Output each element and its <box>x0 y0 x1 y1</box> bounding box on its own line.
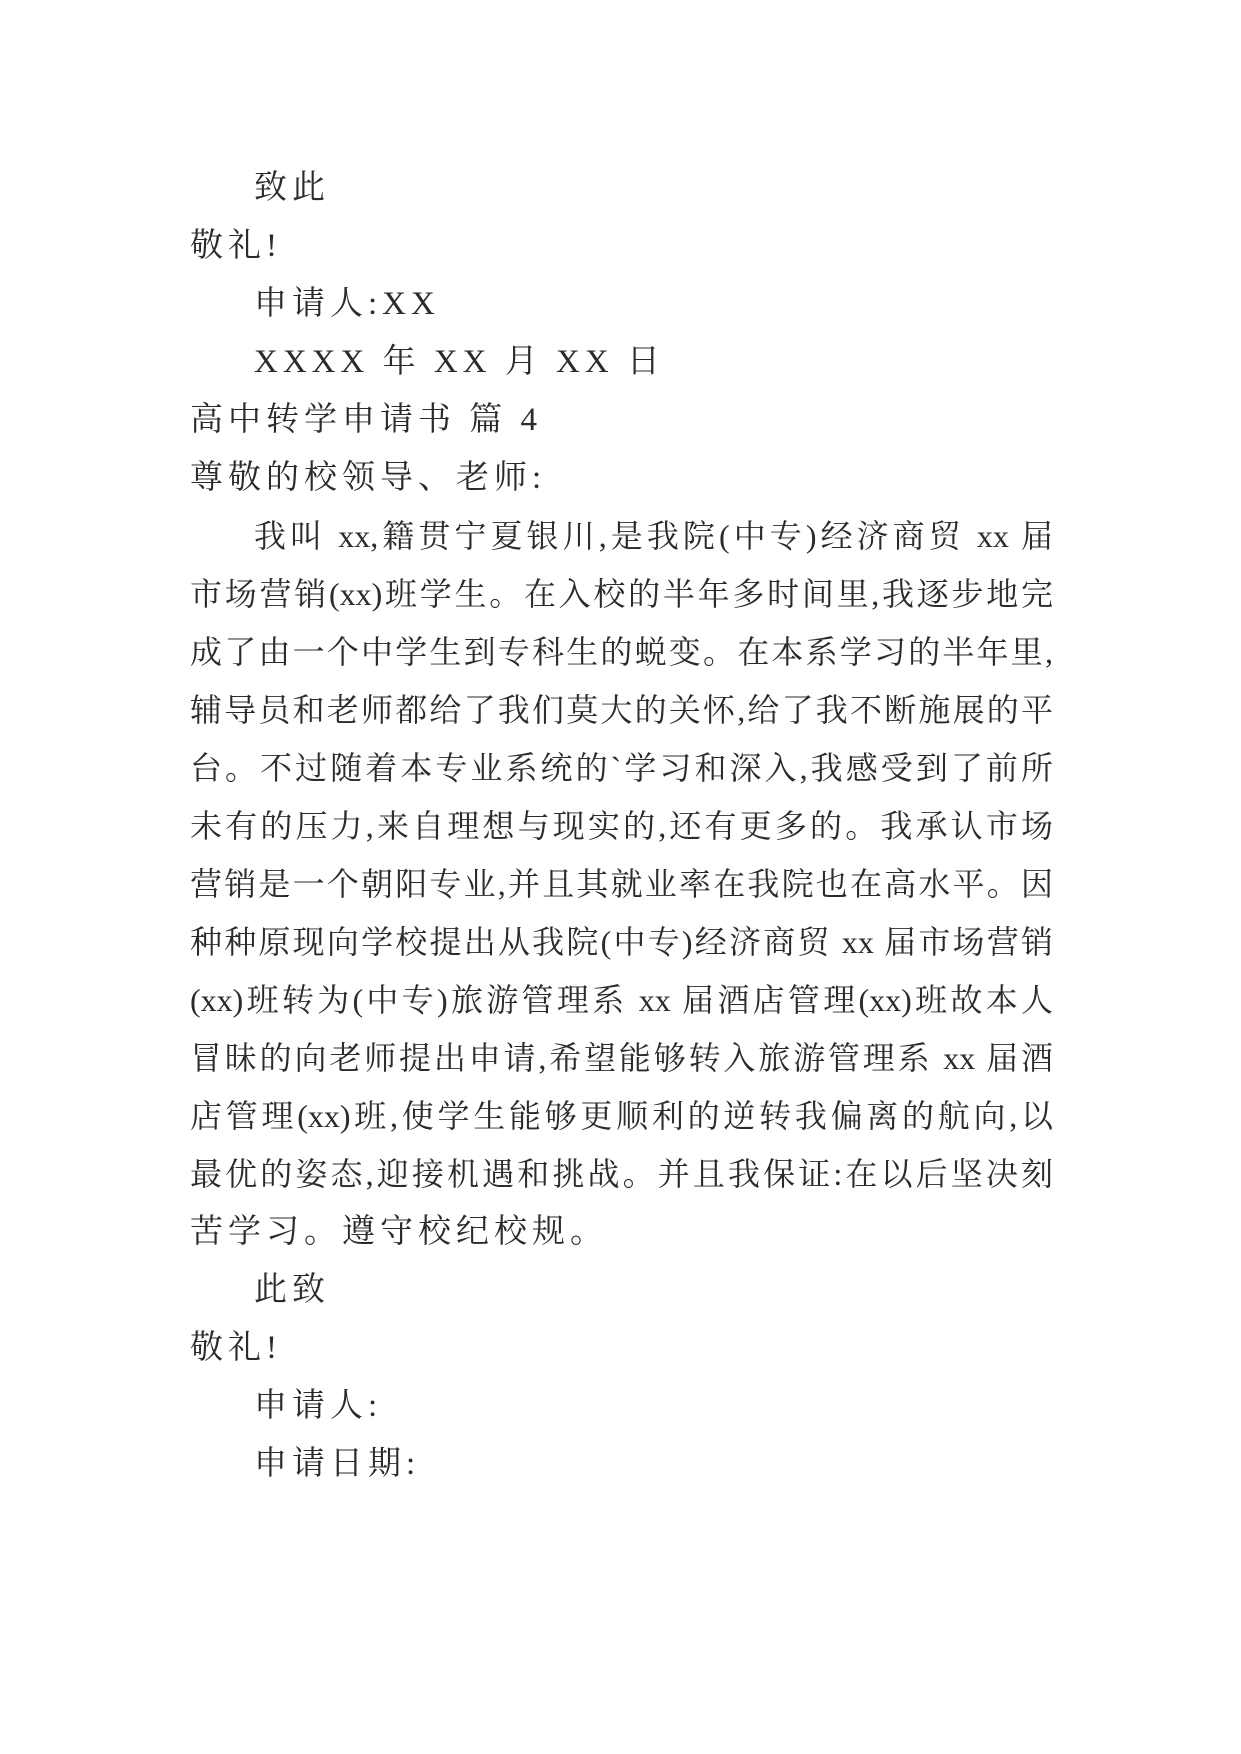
body-line-4: 辅导员和老师都给了我们莫大的关怀,给了我不断施展的平 <box>190 692 1053 728</box>
body-line-8: 种种原现向学校提出从我院(中专)经济商贸 xx 届市场营销 <box>190 924 1053 960</box>
body-line-10: 冒昧的向老师提出申请,希望能够转入旅游管理系 xx 届酒 <box>190 1040 1053 1076</box>
closing-cizhi: 此致 <box>254 1272 330 1308</box>
closing-jingli: 敬礼! <box>190 1330 282 1366</box>
body-line-13: 苦学习。遵守校纪校规。 <box>190 1214 608 1250</box>
letter-content <box>190 159 1053 1493</box>
body-line-12: 最优的姿态,迎接机遇和挑战。并且我保证:在以后坚决刻 <box>190 1156 1053 1192</box>
section-heading: 高中转学申请书 篇 4 <box>190 402 542 438</box>
signature-applicant: 申请人: <box>254 1388 383 1424</box>
body-line-11: 店管理(xx)班,使学生能够更顺利的逆转我偏离的航向,以 <box>190 1098 1053 1134</box>
body-line-6: 未有的压力,来自理想与现实的,还有更多的。我承认市场 <box>190 808 1053 844</box>
body-line-5: 台。不过随着本专业系统的`学习和深入,我感受到了前所 <box>190 750 1053 786</box>
prev-letter-signature-applicant: 申请人:XX <box>254 286 440 322</box>
signature-date: 申请日期: <box>254 1446 421 1482</box>
salutation-line: 尊敬的校领导、老师: <box>190 460 547 496</box>
prev-letter-closing-zhici: 致此 <box>254 170 330 206</box>
body-line-1: 我叫 xx,籍贯宁夏银川,是我院(中专)经济商贸 xx 届 <box>254 518 1053 554</box>
body-line-3: 成了由一个中学生到专科生的蜕变。在本系学习的半年里, <box>190 634 1053 670</box>
body-line-7: 营销是一个朝阳专业,并且其就业率在我院也在高水平。因 <box>190 866 1053 902</box>
prev-letter-signature-date: XXXX 年 XX 月 XX 日 <box>254 344 665 380</box>
body-line-2: 市场营销(xx)班学生。在入校的半年多时间里,我逐步地完 <box>190 576 1053 612</box>
body-line-9: (xx)班转为(中专)旅游管理系 xx 届酒店管理(xx)班故本人 <box>190 982 1053 1018</box>
prev-letter-closing-jingli: 敬礼! <box>190 228 282 264</box>
